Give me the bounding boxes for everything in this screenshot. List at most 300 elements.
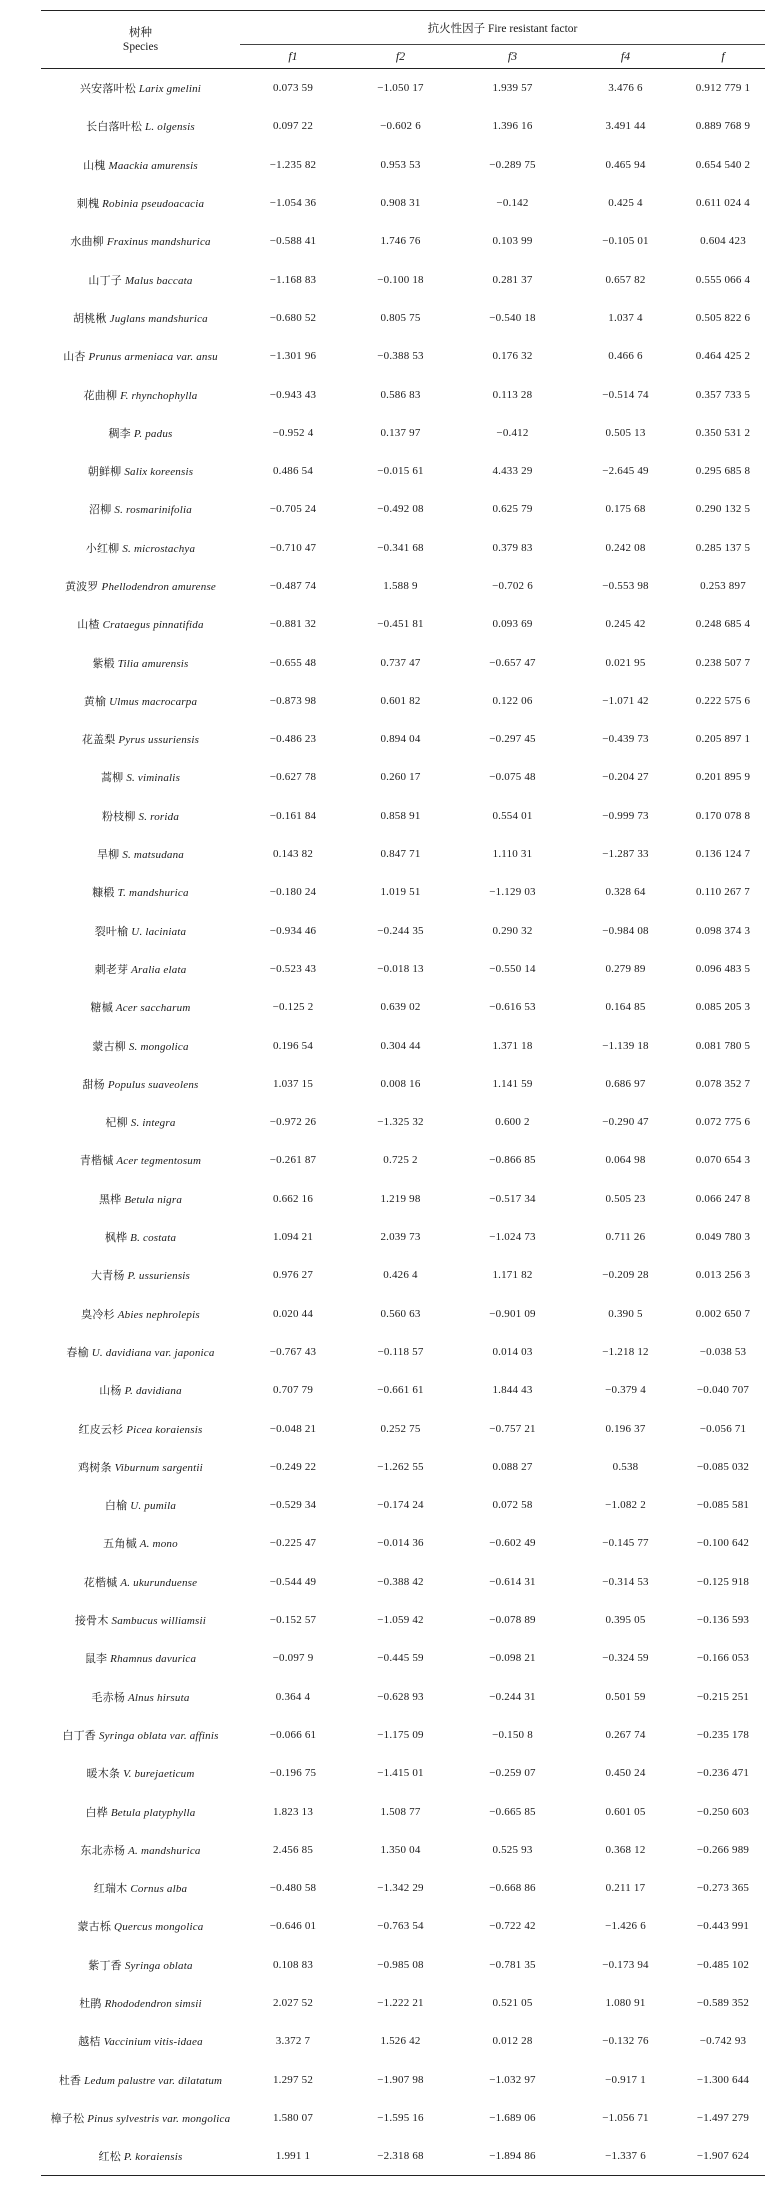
value-cell-f3: 1.171 82 <box>492 1269 533 1282</box>
table-body <box>41 69 765 2176</box>
table-row <box>41 452 765 490</box>
species-name-latin: Alnus hirsuta <box>127 1691 190 1704</box>
value-cell-f4: 0.425 4 <box>608 197 643 210</box>
value-cell-f3: 0.088 27 <box>492 1460 533 1473</box>
species-cell <box>41 1639 240 1677</box>
value-cell-f: 0.222 575 6 <box>695 694 751 707</box>
species-name-latin: Abies nephrolepis <box>117 1308 200 1321</box>
species-name-cn: 黄波罗 <box>64 581 99 593</box>
species-name-cn: 暖木条 <box>86 1768 121 1781</box>
table-row <box>41 1026 765 1064</box>
table-row <box>41 1409 765 1447</box>
species-cell <box>41 529 240 567</box>
value-cell-f4: 0.395 05 <box>605 1614 646 1627</box>
value-cell-f: 0.013 256 3 <box>695 1269 751 1282</box>
species-name-latin: Ledum palustre var. dilatatum <box>84 2074 223 2087</box>
species-cell <box>41 1218 240 1256</box>
species-name-cn: 鼠李 <box>84 1653 108 1666</box>
species-name-cn: 刺老芽 <box>94 963 129 976</box>
species-name-latin: Betula nigra <box>124 1193 183 1206</box>
table-row <box>41 797 765 835</box>
value-cell-f1: 0.097 22 <box>272 120 314 133</box>
value-cell-f4: 0.267 74 <box>605 1728 646 1741</box>
species-name-cn: 小红柳 <box>85 542 120 555</box>
value-cell-f4: −0.439 73 <box>602 733 649 746</box>
value-cell-f: −0.443 991 <box>696 1920 750 1933</box>
table-row <box>41 529 765 567</box>
table-row <box>41 835 765 873</box>
value-cell-f2: −0.015 61 <box>377 465 424 478</box>
column-header-f2: f2 <box>346 45 455 69</box>
species-name-cn: 稠李 <box>108 427 131 440</box>
species-name-cn: 黄榆 <box>83 695 107 708</box>
column-header-f: f <box>681 45 765 69</box>
table-row <box>41 2137 765 2176</box>
species-name-cn: 蒙古柳 <box>92 1040 126 1053</box>
value-cell-f2: 0.908 31 <box>380 197 421 210</box>
table-row <box>41 1639 765 1677</box>
value-cell-f2: 1.526 42 <box>380 2035 421 2048</box>
value-cell-f1: 1.094 21 <box>272 1231 314 1244</box>
value-cell-f: 0.295 685 8 <box>695 465 751 478</box>
value-cell-f4: 1.037 4 <box>608 311 643 324</box>
value-cell-f3: 0.525 93 <box>492 1843 533 1856</box>
value-cell-f2: 1.588 9 <box>383 580 418 592</box>
table-row <box>41 682 765 720</box>
species-cell <box>41 1371 240 1409</box>
value-cell-f3: −1.129 03 <box>489 886 536 899</box>
species-cell <box>41 2022 240 2060</box>
value-cell-f4: −0.999 73 <box>602 809 649 822</box>
value-cell-f2: −0.388 42 <box>377 1575 424 1588</box>
value-cell-f3: 1.141 59 <box>492 1077 533 1090</box>
value-cell-f2: 0.894 04 <box>380 733 421 746</box>
species-name-cn: 山丁子 <box>88 274 122 287</box>
value-cell-f4: −0.514 74 <box>602 388 649 401</box>
value-cell-f: 0.555 066 4 <box>695 273 751 286</box>
value-cell-f3: −0.616 53 <box>489 1001 536 1014</box>
value-cell-f1: −0.627 78 <box>269 771 317 784</box>
species-name-latin: T. mandshurica <box>117 887 189 900</box>
value-cell-f3: −0.657 47 <box>489 656 536 669</box>
value-cell-f1: −0.480 58 <box>269 1882 317 1895</box>
species-name-cn: 杞柳 <box>105 1117 128 1130</box>
value-cell-f2: −0.018 13 <box>377 962 424 975</box>
species-name-cn: 白桦 <box>85 1806 108 1819</box>
value-cell-f4: 0.175 68 <box>605 503 646 516</box>
species-cell <box>41 1103 240 1141</box>
column-header-f1: f1 <box>240 45 346 69</box>
table-row <box>41 758 765 796</box>
value-cell-f1: −0.934 46 <box>269 924 317 937</box>
value-cell-f: 0.002 650 7 <box>695 1307 751 1320</box>
value-cell-f4: 0.328 64 <box>605 886 646 899</box>
table-row <box>41 107 765 145</box>
table-row <box>41 1677 765 1715</box>
table-row <box>41 2060 765 2098</box>
table-row <box>41 1295 765 1333</box>
species-name-cn: 樟子松 <box>50 2112 85 2125</box>
value-cell-f1: −0.972 26 <box>269 1116 317 1129</box>
table-row <box>41 69 765 108</box>
value-cell-f1: −0.097 9 <box>272 1652 314 1665</box>
value-cell-f2: 0.586 83 <box>380 388 421 401</box>
value-cell-f1: −0.125 2 <box>272 1001 314 1014</box>
value-cell-f1: −0.646 01 <box>269 1920 317 1933</box>
value-cell-f2: 0.008 16 <box>380 1077 421 1090</box>
table-row <box>41 222 765 260</box>
value-cell-f3: 0.521 05 <box>492 1996 533 2009</box>
value-cell-f1: −0.261 87 <box>269 1154 317 1167</box>
value-cell-f1: 1.297 52 <box>272 2073 314 2086</box>
value-cell-f: −0.589 352 <box>696 1996 750 2009</box>
value-cell-f2: 0.858 91 <box>380 809 421 822</box>
table-row <box>41 299 765 337</box>
value-cell-f2: 0.426 4 <box>383 1269 418 1282</box>
value-cell-f2: −1.595 16 <box>377 2111 424 2124</box>
value-cell-f1: 0.486 54 <box>272 465 314 478</box>
value-cell-f: −0.166 053 <box>696 1652 750 1665</box>
value-cell-f4: 0.245 42 <box>605 618 646 631</box>
value-cell-f4: 0.501 59 <box>605 1690 646 1703</box>
species-name-cn: 兴安落叶松 <box>79 83 136 96</box>
species-name-latin: U. laciniata <box>131 925 187 938</box>
table-row <box>41 873 765 911</box>
species-name-latin: U. davidiana var. japonica <box>91 1346 215 1359</box>
species-cell <box>41 873 240 911</box>
species-name-cn: 朝鲜柳 <box>87 466 122 479</box>
species-cell <box>41 1333 240 1371</box>
table-row <box>41 912 765 950</box>
species-cell <box>41 1026 240 1064</box>
species-cell <box>41 1946 240 1984</box>
species-name-cn: 五角槭 <box>103 1538 137 1551</box>
species-name-cn: 白榆 <box>104 1500 128 1513</box>
species-name-cn: 枫桦 <box>104 1232 128 1245</box>
table-row <box>41 988 765 1026</box>
species-name-latin: Viburnum sargentii <box>114 1461 203 1474</box>
table-row <box>41 1486 765 1524</box>
value-cell-f1: −0.767 43 <box>269 1345 317 1358</box>
value-cell-f4: −1.426 6 <box>605 1920 646 1933</box>
table-row <box>41 2099 765 2137</box>
value-cell-f1: −0.225 47 <box>269 1537 317 1550</box>
value-cell-f: −0.742 93 <box>699 2035 747 2048</box>
table-row <box>41 1180 765 1218</box>
table-row <box>41 605 765 643</box>
species-name-latin: S. rorida <box>138 810 180 823</box>
species-name-cn: 紫椴 <box>92 657 115 670</box>
value-cell-f: −0.215 251 <box>696 1690 750 1703</box>
column-header-f3: f3 <box>455 45 570 69</box>
value-cell-f3: −1.024 73 <box>489 1231 536 1244</box>
species-cell <box>41 1563 240 1601</box>
value-cell-f3: 0.014 03 <box>492 1345 533 1358</box>
value-cell-f2: 0.252 75 <box>380 1422 421 1435</box>
species-name-latin: Fraxinus mandshurica <box>106 236 211 249</box>
species-name-cn: 糠椴 <box>92 887 115 900</box>
value-cell-f4: −0.379 4 <box>605 1384 646 1397</box>
species-name-cn: 大青杨 <box>90 1270 125 1283</box>
value-cell-f: 0.170 078 8 <box>695 809 751 822</box>
value-cell-f3: −0.517 34 <box>489 1192 536 1205</box>
species-name-latin: Syringa oblata <box>124 1959 193 1972</box>
value-cell-f3: 0.122 06 <box>492 694 533 707</box>
table-row <box>41 1869 765 1907</box>
species-name-latin: S. matsudana <box>122 849 185 862</box>
species-name-cn: 杜鹃 <box>79 1997 102 2010</box>
value-cell-f: 0.248 685 4 <box>695 618 751 631</box>
value-cell-f1: −0.249 22 <box>269 1460 317 1473</box>
value-cell-f4: −0.145 77 <box>602 1537 649 1550</box>
value-cell-f2: 0.639 02 <box>380 1001 421 1014</box>
value-cell-f1: 0.707 79 <box>272 1384 314 1397</box>
value-cell-f4: 0.601 05 <box>605 1805 646 1818</box>
value-cell-f3: −0.665 85 <box>489 1805 536 1818</box>
value-cell-f3: 1.371 18 <box>492 1039 533 1052</box>
species-name-latin: Phellodendron amurense <box>101 581 217 593</box>
species-name-cn: 鸡树条 <box>78 1461 112 1474</box>
value-cell-f: −0.250 603 <box>696 1805 750 1818</box>
value-cell-f: 0.912 779 1 <box>695 82 751 95</box>
value-cell-f: 0.505 822 6 <box>695 311 751 324</box>
value-cell-f3: −0.075 48 <box>489 771 536 784</box>
species-cell <box>41 299 240 337</box>
value-cell-f2: −0.985 08 <box>377 1958 424 1971</box>
fire-resistance-table <box>41 10 765 2176</box>
value-cell-f4: −0.204 27 <box>602 771 649 784</box>
value-cell-f1: −1.235 82 <box>269 158 317 171</box>
species-cell <box>41 2137 240 2176</box>
value-cell-f3: −0.078 89 <box>489 1614 536 1627</box>
value-cell-f1: −0.487 74 <box>269 580 317 592</box>
value-cell-f: 0.081 780 5 <box>695 1039 751 1052</box>
species-name-latin: Ulmus macrocarpa <box>109 695 198 708</box>
species-name-cn: 白丁香 <box>62 1729 96 1742</box>
value-cell-f1: 3.372 7 <box>275 2035 311 2048</box>
species-name-latin: P. padus <box>133 427 173 440</box>
value-cell-f2: 0.137 97 <box>380 426 421 439</box>
value-cell-f: −1.907 624 <box>681 2137 765 2176</box>
value-cell-f2: −0.492 08 <box>377 503 424 516</box>
value-cell-f3: 0.600 2 <box>495 1116 530 1129</box>
species-cell <box>41 835 240 873</box>
species-name-cn: 旱柳 <box>96 849 120 862</box>
value-cell-f2: −1.325 32 <box>377 1116 424 1129</box>
species-name-cn: 黑桦 <box>98 1193 122 1206</box>
value-cell-f2: −0.628 93 <box>377 1690 424 1703</box>
value-cell-f1: 0.020 44 <box>272 1307 314 1320</box>
value-cell-f4: −1.071 42 <box>602 694 649 707</box>
value-cell-f2: 0.601 82 <box>380 694 421 707</box>
value-cell-f1: 2.027 52 <box>272 1996 314 2009</box>
value-cell-f4: 0.711 26 <box>605 1231 646 1244</box>
value-cell-f2: −0.451 81 <box>377 618 424 631</box>
value-cell-f4: 0.450 24 <box>605 1767 646 1780</box>
value-cell-f2: −0.118 57 <box>377 1345 424 1358</box>
value-cell-f1: −0.486 23 <box>269 733 317 746</box>
value-cell-f: 0.238 507 7 <box>695 656 751 669</box>
value-cell-f3: −0.412 <box>496 426 529 439</box>
species-name-cn: 粉枝柳 <box>101 810 136 823</box>
species-name-latin: S. microstachya <box>122 542 196 555</box>
value-cell-f1: 1.037 15 <box>272 1077 314 1090</box>
species-cell <box>41 1256 240 1294</box>
value-cell-f: 0.136 124 7 <box>695 848 751 861</box>
value-cell-f: −0.485 102 <box>696 1958 750 1971</box>
value-cell-f: 0.085 205 3 <box>695 1001 751 1014</box>
value-cell-f: −0.040 707 <box>696 1384 750 1397</box>
value-cell-f1: −0.952 4 <box>272 426 314 439</box>
species-name-latin: P. ussuriensis <box>127 1270 191 1283</box>
species-cell <box>41 1869 240 1907</box>
table-row <box>41 337 765 375</box>
species-name-latin: Cornus alba <box>130 1883 188 1896</box>
table-row <box>41 1218 765 1256</box>
species-cell <box>41 720 240 758</box>
table-row <box>41 1563 765 1601</box>
value-cell-f: −0.085 581 <box>696 1499 750 1512</box>
value-cell-f2: −0.388 53 <box>377 350 424 363</box>
value-cell-f: 0.654 540 2 <box>695 158 751 171</box>
value-cell-f: −1.300 644 <box>696 2073 750 2086</box>
species-cell <box>41 1180 240 1218</box>
table-row <box>41 1907 765 1945</box>
table-row <box>41 414 765 452</box>
species-cell <box>41 1601 240 1639</box>
value-cell-f4: 0.465 94 <box>605 158 646 171</box>
value-cell-f4: −0.984 08 <box>602 924 649 937</box>
species-name-cn: 毛赤杨 <box>91 1691 126 1704</box>
value-cell-f: 0.070 654 3 <box>695 1154 751 1167</box>
value-cell-f1: −0.161 84 <box>269 809 317 822</box>
species-cell <box>41 1716 240 1754</box>
value-cell-f2: 0.953 53 <box>380 158 421 171</box>
species-name-cn: 沼柳 <box>89 504 112 517</box>
species-cell <box>41 797 240 835</box>
table-row <box>41 1984 765 2022</box>
species-cell <box>41 567 240 605</box>
value-cell-f2: −0.341 68 <box>377 541 424 554</box>
value-cell-f3: −0.142 <box>496 197 529 210</box>
table-row <box>41 1792 765 1830</box>
table-row <box>41 375 765 413</box>
species-name-latin: Robinia pseudoacacia <box>102 198 205 211</box>
value-cell-f2: −1.342 29 <box>377 1882 424 1895</box>
species-name-latin: A. mandshurica <box>128 1844 201 1857</box>
value-cell-f4: −0.132 76 <box>602 2035 649 2048</box>
species-name-cn: 红松 <box>98 2151 121 2164</box>
species-cell <box>41 375 240 413</box>
value-cell-f4: 0.466 6 <box>608 350 643 363</box>
table-row <box>41 1716 765 1754</box>
value-cell-f1: −0.196 75 <box>269 1767 317 1780</box>
value-cell-f4: 3.491 44 <box>605 120 646 133</box>
value-cell-f3: −0.901 09 <box>489 1307 536 1320</box>
species-name-latin: Rhamnus davurica <box>110 1653 197 1666</box>
value-cell-f3: −0.722 42 <box>489 1920 536 1933</box>
value-cell-f: −0.235 178 <box>696 1728 750 1741</box>
value-cell-f4: −0.173 94 <box>602 1958 649 1971</box>
value-cell-f: 0.285 137 5 <box>695 541 751 554</box>
value-cell-f: 0.201 895 9 <box>695 771 751 784</box>
value-cell-f2: 0.805 75 <box>380 311 421 324</box>
value-cell-f1: 0.976 27 <box>272 1269 314 1282</box>
species-name-latin: L. olgensis <box>145 121 195 134</box>
value-cell-f: 0.098 374 3 <box>695 924 751 937</box>
value-cell-f: 0.604 423 <box>700 235 746 248</box>
species-cell <box>41 222 240 260</box>
species-cell <box>41 490 240 528</box>
value-cell-f2: −0.445 59 <box>377 1652 424 1665</box>
species-cell <box>41 146 240 184</box>
value-cell-f: −0.136 593 <box>696 1614 750 1627</box>
value-cell-f4: −1.287 33 <box>602 848 649 861</box>
species-name-cn: 接骨木 <box>74 1615 109 1628</box>
value-cell-f1: −0.048 21 <box>269 1422 317 1435</box>
value-cell-f: 0.464 425 2 <box>695 350 751 363</box>
value-cell-f4: 0.279 89 <box>605 962 646 975</box>
value-cell-f3: −0.297 45 <box>489 733 536 746</box>
species-name-cn: 裂叶榆 <box>94 925 129 938</box>
value-cell-f3: −0.150 8 <box>492 1728 533 1741</box>
species-name-latin: V. burejaeticum <box>123 1768 195 1781</box>
species-cell <box>41 1831 240 1869</box>
table-row <box>41 1601 765 1639</box>
value-cell-f1: −1.301 96 <box>269 350 317 363</box>
table-row <box>41 567 765 605</box>
species-cell <box>41 1065 240 1103</box>
species-cell <box>41 1907 240 1945</box>
value-cell-f4: −1.218 12 <box>602 1345 649 1358</box>
species-name-cn: 山杨 <box>99 1385 122 1398</box>
value-cell-f1: −0.873 98 <box>269 694 317 707</box>
value-cell-f: 0.350 531 2 <box>695 426 751 439</box>
value-cell-f: 0.889 768 9 <box>695 120 751 133</box>
species-cell <box>41 2099 240 2137</box>
value-cell-f: −0.056 71 <box>699 1422 747 1435</box>
table-row <box>41 146 765 184</box>
species-cell <box>41 1448 240 1486</box>
species-name-cn: 杜香 <box>58 2074 82 2087</box>
species-cell <box>41 605 240 643</box>
species-name-cn: 臭冷杉 <box>81 1308 115 1321</box>
table-row <box>41 1448 765 1486</box>
value-cell-f2: 1.508 77 <box>380 1805 421 1818</box>
value-cell-f3: 0.290 32 <box>492 924 533 937</box>
value-cell-f4: 1.080 91 <box>605 1996 646 2009</box>
value-cell-f1: −0.523 43 <box>269 962 317 975</box>
value-cell-f4: −0.324 59 <box>602 1652 649 1665</box>
species-name-latin: Pyrus ussuriensis <box>118 734 200 747</box>
species-cell <box>41 682 240 720</box>
table-row <box>41 1333 765 1371</box>
value-cell-f2: −1.222 21 <box>377 1996 424 2009</box>
species-cell <box>41 260 240 298</box>
table-row <box>41 2022 765 2060</box>
value-cell-f4: −1.337 6 <box>570 2137 681 2176</box>
value-cell-f1: 0.364 4 <box>275 1690 311 1703</box>
species-name-cn: 刺槐 <box>76 198 100 211</box>
value-cell-f2: −0.661 61 <box>377 1384 424 1397</box>
value-cell-f4: 0.242 08 <box>605 541 646 554</box>
value-cell-f3: −0.259 07 <box>489 1767 536 1780</box>
species-name-latin: F. rhynchophylla <box>120 389 198 402</box>
species-cell <box>41 1409 240 1447</box>
species-name-latin: Maackia amurensis <box>108 159 198 172</box>
value-cell-f1: −0.655 48 <box>269 656 317 669</box>
value-cell-f1: 0.143 82 <box>272 848 314 861</box>
